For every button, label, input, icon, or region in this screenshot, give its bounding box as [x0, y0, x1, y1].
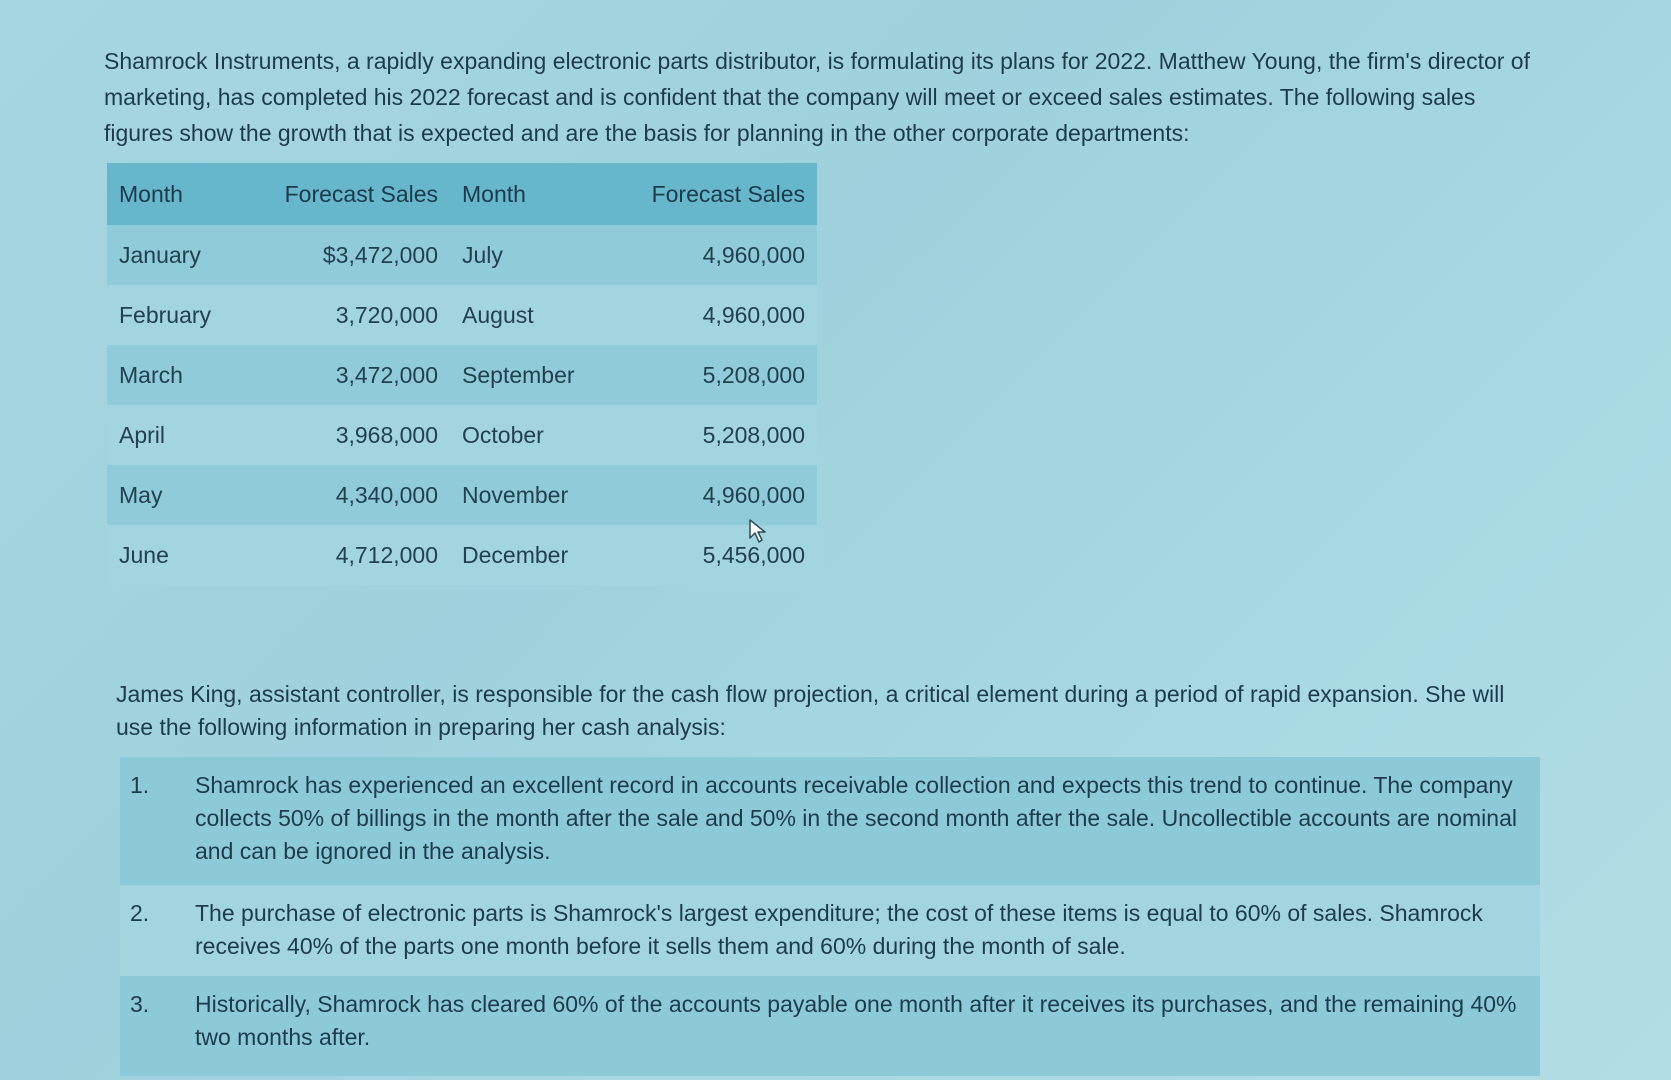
- sales-cell: 4,960,000: [610, 465, 817, 525]
- list-item: [120, 976, 1540, 1076]
- month-cell: February: [107, 285, 243, 345]
- mouse-pointer-icon: [748, 518, 770, 544]
- list-item-text: Historically, Shamrock has cleared 60% of the accounts payable one month after it receives its purchases, and the remaining 40% two months after.: [195, 991, 1517, 1050]
- sales-cell: 4,960,000: [610, 285, 817, 345]
- month-cell: June: [107, 525, 243, 585]
- sales-cell: 3,968,000: [243, 405, 450, 465]
- month-cell: September: [450, 345, 610, 405]
- list-item: [120, 757, 1540, 885]
- table-row: [107, 345, 817, 405]
- sales-cell: 3,472,000: [243, 345, 450, 405]
- list-item-number: 3.: [130, 991, 150, 1017]
- sales-cell: 5,208,000: [610, 405, 817, 465]
- month-cell: March: [107, 345, 243, 405]
- sales-cell: 4,712,000: [243, 525, 450, 585]
- forecast-sales-table: [107, 163, 817, 585]
- list-item-text: The purchase of electronic parts is Shamrock's largest expenditure; the cost of these items is equal to 60% of sales. Shamrock receives 40% of the parts one month before it sells them and 60% during the month of sale.: [195, 900, 1483, 959]
- header-month-1: Month: [107, 163, 243, 225]
- month-cell: January: [107, 225, 243, 285]
- sales-cell: 4,960,000: [610, 225, 817, 285]
- month-cell: May: [107, 465, 243, 525]
- month-cell: November: [450, 465, 610, 525]
- list-item-text: Shamrock has experienced an excellent record in accounts receivable collection and expects this trend to continue. The company collects 50% of billings in the month after the sale and 50% in the second month after the sale. Uncollectible accounts are nominal and can be ignored in the analysis.: [195, 772, 1517, 864]
- month-cell: April: [107, 405, 243, 465]
- table-row: [107, 405, 817, 465]
- header-forecast-sales-1: Forecast Sales: [243, 163, 450, 225]
- header-forecast-sales-2: Forecast Sales: [610, 163, 817, 225]
- month-cell: July: [450, 225, 610, 285]
- cash-analysis-paragraph: James King, assistant controller, is responsible for the cash flow projection, a critical element during a period of rapid expansion. She will use the following information in preparing her cash analysis:: [116, 681, 1505, 740]
- list-item: [120, 885, 1540, 976]
- table-row: [107, 525, 817, 585]
- sales-cell: 4,340,000: [243, 465, 450, 525]
- sales-cell: 5,456,000: [610, 525, 817, 585]
- table-header-row: [107, 163, 817, 225]
- list-item-number: 1.: [130, 772, 150, 798]
- sales-cell: 5,208,000: [610, 345, 817, 405]
- header-month-2: Month: [450, 163, 610, 225]
- sales-cell: $3,472,000: [243, 225, 450, 285]
- table-row: [107, 465, 817, 525]
- sales-cell: 3,720,000: [243, 285, 450, 345]
- month-cell: August: [450, 285, 610, 345]
- assumptions-list: [120, 757, 1540, 1076]
- month-cell: October: [450, 405, 610, 465]
- month-cell: December: [450, 525, 610, 585]
- table-row: [107, 285, 817, 345]
- list-item-number: 2.: [130, 900, 150, 926]
- table-row: [107, 225, 817, 285]
- intro-paragraph: Shamrock Instruments, a rapidly expanding electronic parts distributor, is formulating its plans for 2022. Matthew Young, the firm's director of marketing, has completed his 2022 forecast and is confident that the company will meet or exceed sales estimates. The following sales figures show the growth that is expected and are the basis for planning in the other corporate departments:: [104, 48, 1530, 146]
